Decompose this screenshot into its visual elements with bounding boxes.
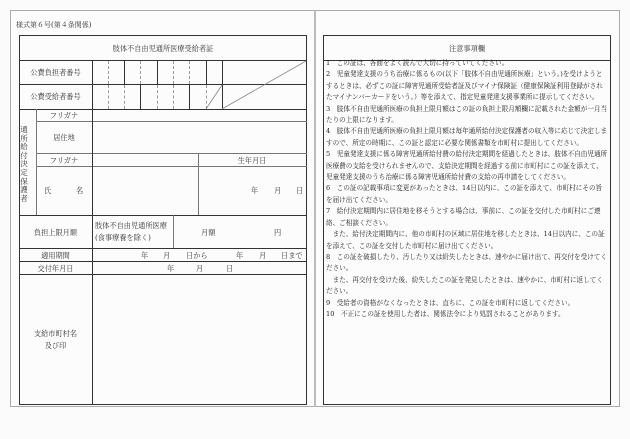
note-item: また、再交付を受けた後、紛失したこの証を発見したときは、速やかに、市町村に返してください。 (326, 275, 603, 296)
limit-desc-line1: 肢体不自由児通所医療 (95, 221, 167, 230)
yen-unit: 円 (274, 228, 282, 237)
note-item: 8 この証を破損したり、汚したり又は紛失したときは、速やかに届け出て、再交付を受けてください。 (326, 252, 607, 273)
issue-day: 日 (226, 264, 234, 273)
note-item: 1 この証は、各面をよく読んで大切に持っていてください。 (326, 59, 509, 67)
birth-day-unit: 日 (296, 186, 304, 195)
name-label-family: 氏 (44, 186, 52, 195)
birth-month-unit: 月 (274, 186, 282, 195)
notes-list (326, 58, 608, 320)
certificate-title: 肢体不自由児通所医療受給者証 (112, 44, 214, 53)
period-to-year: 年 (236, 251, 244, 260)
birthdate-label: 生年月日 (237, 156, 267, 165)
monthly-amount-label: 月額 (201, 228, 216, 237)
notes-title: 注意事項欄 (449, 44, 485, 53)
note-item: 9 受給者の資格がなくなったときは、直ちに、この証を市町村に返してください。 (326, 298, 575, 307)
public-recipient-number-label: 公費受給者番号 (30, 92, 81, 101)
guardian-group-label: 通所給付決定保護者 (20, 125, 28, 203)
note-item: 4 肢体不自由児通所医療の負担上限月額は毎年通所給付決定保護者の収入等に応じて決定しますので、所定の時期に、この証と認定に必要な関係書類を市町村に提出してください。 (326, 127, 608, 147)
municipality-label-line1: 支給市町村名 (33, 329, 78, 338)
note-item: 7 給付決定期間内に居住地を移そうとする場合は、事前に、この証を交付した市町村にご連絡、ご相談ください。 (326, 207, 601, 227)
municipality-label-line2: 及び印 (44, 341, 67, 350)
name-label-given: 名 (76, 186, 84, 195)
birth-year-unit: 年 (251, 186, 259, 195)
issue-year: 年 (167, 264, 175, 273)
note-item: 5 児童発達支援に係る障害児通所給付費の給付決定期間を経過したときは、肢体不自由児通所医療費の支給を受けられませんので、支給決定期間を経過する前に市町村にこの証を添えて、児童発達支援のうち治療に係る障害児通所給付費の支給の再申請をしてください。 (326, 150, 608, 182)
note-item: 2 児童発達支援のうち治療に係るもの(以下「肢体不自由児通所医療」という。)を受けようとするときは、必ずこの証に障害児通所受給者証及びマイナ保険証（健康保険証利用登録がされたマイナンバーカードをいう。）等を添えて、指定児童発達支援事業所に提示してください。 (326, 70, 603, 102)
period-from-day: 日から (186, 251, 208, 260)
issue-month: 月 (196, 264, 204, 273)
form-number: 様式第６号(第４条関係) (16, 21, 92, 29)
issue-date-label: 交付年月日 (37, 264, 74, 273)
limit-label: 負担上限月額 (33, 228, 78, 237)
page-divider (314, 10, 316, 407)
furigana-label-address: フリガナ (49, 111, 79, 120)
note-item: 6 この証の記載事項に変更があったときは、14日以内に、この証を添えて、市町村にその旨を届け出てください。 (326, 184, 603, 204)
limit-desc-line2: (食事療養を除く) (95, 233, 151, 242)
note-item: また、給付決定期間内に、他の市町村の区域に居住地を移したときは、14日以内に、この証を添えて、この証を交付した市町村に届け出てください。 (326, 230, 605, 250)
public-payer-number-label: 公費負担者番号 (30, 68, 81, 77)
furigana-label-name: フリガナ (49, 156, 79, 165)
note-item: 10 不正にこの証を使用した者は、関係法令により処罰されることがあります。 (326, 309, 565, 318)
period-to-month: 月 (259, 251, 267, 260)
address-label: 居住地 (53, 133, 75, 142)
period-label: 適用期間 (41, 251, 70, 260)
period-from-month: 月 (163, 251, 171, 260)
period-to-day: 日まで (281, 251, 303, 260)
period-from-year: 年 (141, 251, 149, 260)
note-item: 3 肢体不自由児通所医療の負担上限月額はこの証の負担上限月額欄に記載された金額が一月当たりの上限になります。 (326, 104, 608, 125)
